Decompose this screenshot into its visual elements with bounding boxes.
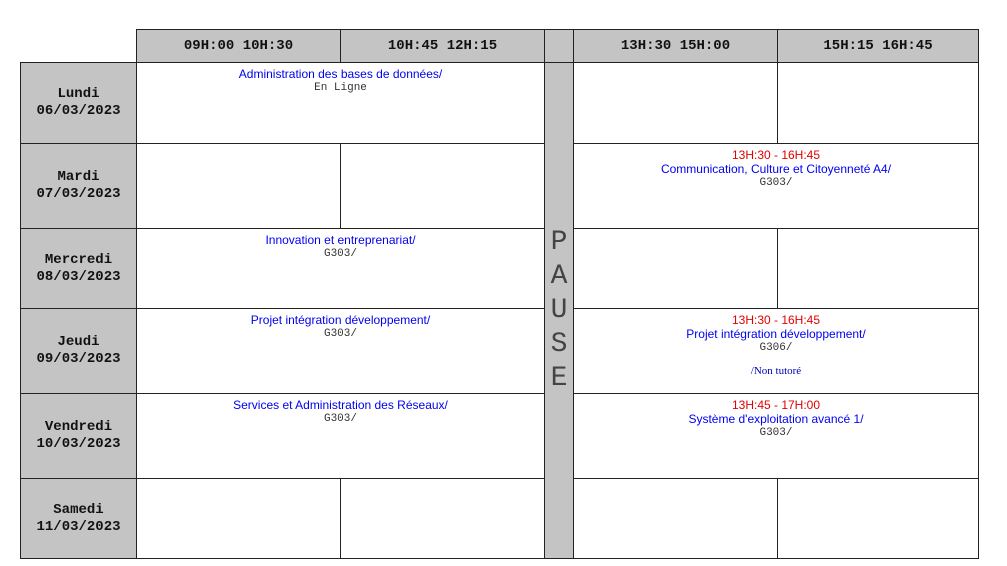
course-cell[interactable] [573, 393, 979, 479]
day-name: Vendredi [44, 419, 113, 435]
course-title: Communication, Culture et Citoyenneté A4/ [660, 162, 892, 176]
slot-label: 15H:15 16H:45 [823, 38, 933, 54]
course-title: Administration des bases de données/ [238, 67, 443, 81]
pause-letter: U [550, 294, 568, 326]
course-room: G306/ [759, 342, 793, 354]
day-name: Lundi [57, 86, 100, 102]
slot-header-1 [136, 29, 341, 63]
course-cell[interactable] [136, 62, 545, 144]
day-vendredi [20, 393, 137, 479]
day-name: Jeudi [57, 334, 100, 350]
course-title: Services et Administration des Réseaux/ [233, 398, 448, 412]
empty-cell [340, 143, 545, 229]
course-title: Innovation et entreprenariat/ [265, 233, 416, 247]
slot-label: 13H:30 15H:00 [620, 38, 731, 54]
empty-cell [573, 478, 778, 559]
course-time: 13H:45 - 17H:00 [731, 398, 821, 412]
slot-label: 10H:45 12H:15 [387, 38, 498, 54]
course-time: 13H:30 - 16H:45 [731, 313, 821, 327]
course-title: Système d'exploitation avancé 1/ [688, 412, 864, 426]
course-note: /Non tutoré [750, 365, 802, 377]
pause-letter: P [550, 226, 568, 258]
course-title: Projet intégration développement/ [686, 327, 866, 341]
day-name: Samedi [53, 501, 104, 518]
empty-cell [136, 143, 341, 229]
day-mardi [20, 143, 137, 229]
course-room: G303/ [323, 248, 357, 260]
timetable [20, 29, 979, 559]
day-date: 06/03/2023 [36, 103, 121, 119]
day-mercredi [20, 228, 137, 309]
empty-cell [136, 478, 341, 559]
empty-cell [777, 478, 979, 559]
day-lundi [20, 62, 137, 144]
day-date: 08/03/2023 [36, 268, 121, 285]
empty-cell [777, 228, 979, 309]
course-room: G303/ [323, 413, 357, 425]
course-room: En Ligne [314, 82, 367, 94]
day-name: Mercredi [44, 251, 113, 268]
pause-letter: E [550, 362, 568, 394]
course-title: Projet intégration développement/ [250, 313, 431, 327]
course-cell[interactable] [573, 308, 979, 394]
pause-letter: S [550, 328, 568, 360]
pause-column [544, 62, 574, 559]
slot-header-3 [573, 29, 778, 63]
course-cell[interactable] [573, 143, 979, 229]
course-time: 13H:30 - 16H:45 [731, 148, 821, 162]
empty-cell [573, 62, 778, 144]
course-cell[interactable] [136, 228, 545, 309]
pause-letter: A [550, 260, 568, 292]
course-room: G303/ [759, 427, 793, 439]
day-date: 09/03/2023 [36, 351, 121, 367]
day-date: 07/03/2023 [36, 186, 121, 202]
day-date: 11/03/2023 [36, 518, 121, 535]
course-room: G303/ [759, 177, 793, 189]
empty-cell [340, 478, 545, 559]
slot-header-4 [777, 29, 979, 63]
empty-cell [573, 228, 778, 309]
course-room: G303/ [323, 328, 357, 340]
day-date: 10/03/2023 [36, 436, 121, 452]
course-cell[interactable] [136, 393, 545, 479]
slot-label: 09H:00 10H:30 [183, 38, 294, 54]
day-name: Mardi [57, 169, 100, 185]
slot-header-2 [340, 29, 545, 63]
pause-header [544, 29, 574, 63]
empty-cell [777, 62, 979, 144]
course-cell[interactable] [136, 308, 545, 394]
day-jeudi [20, 308, 137, 394]
day-samedi [20, 478, 137, 559]
